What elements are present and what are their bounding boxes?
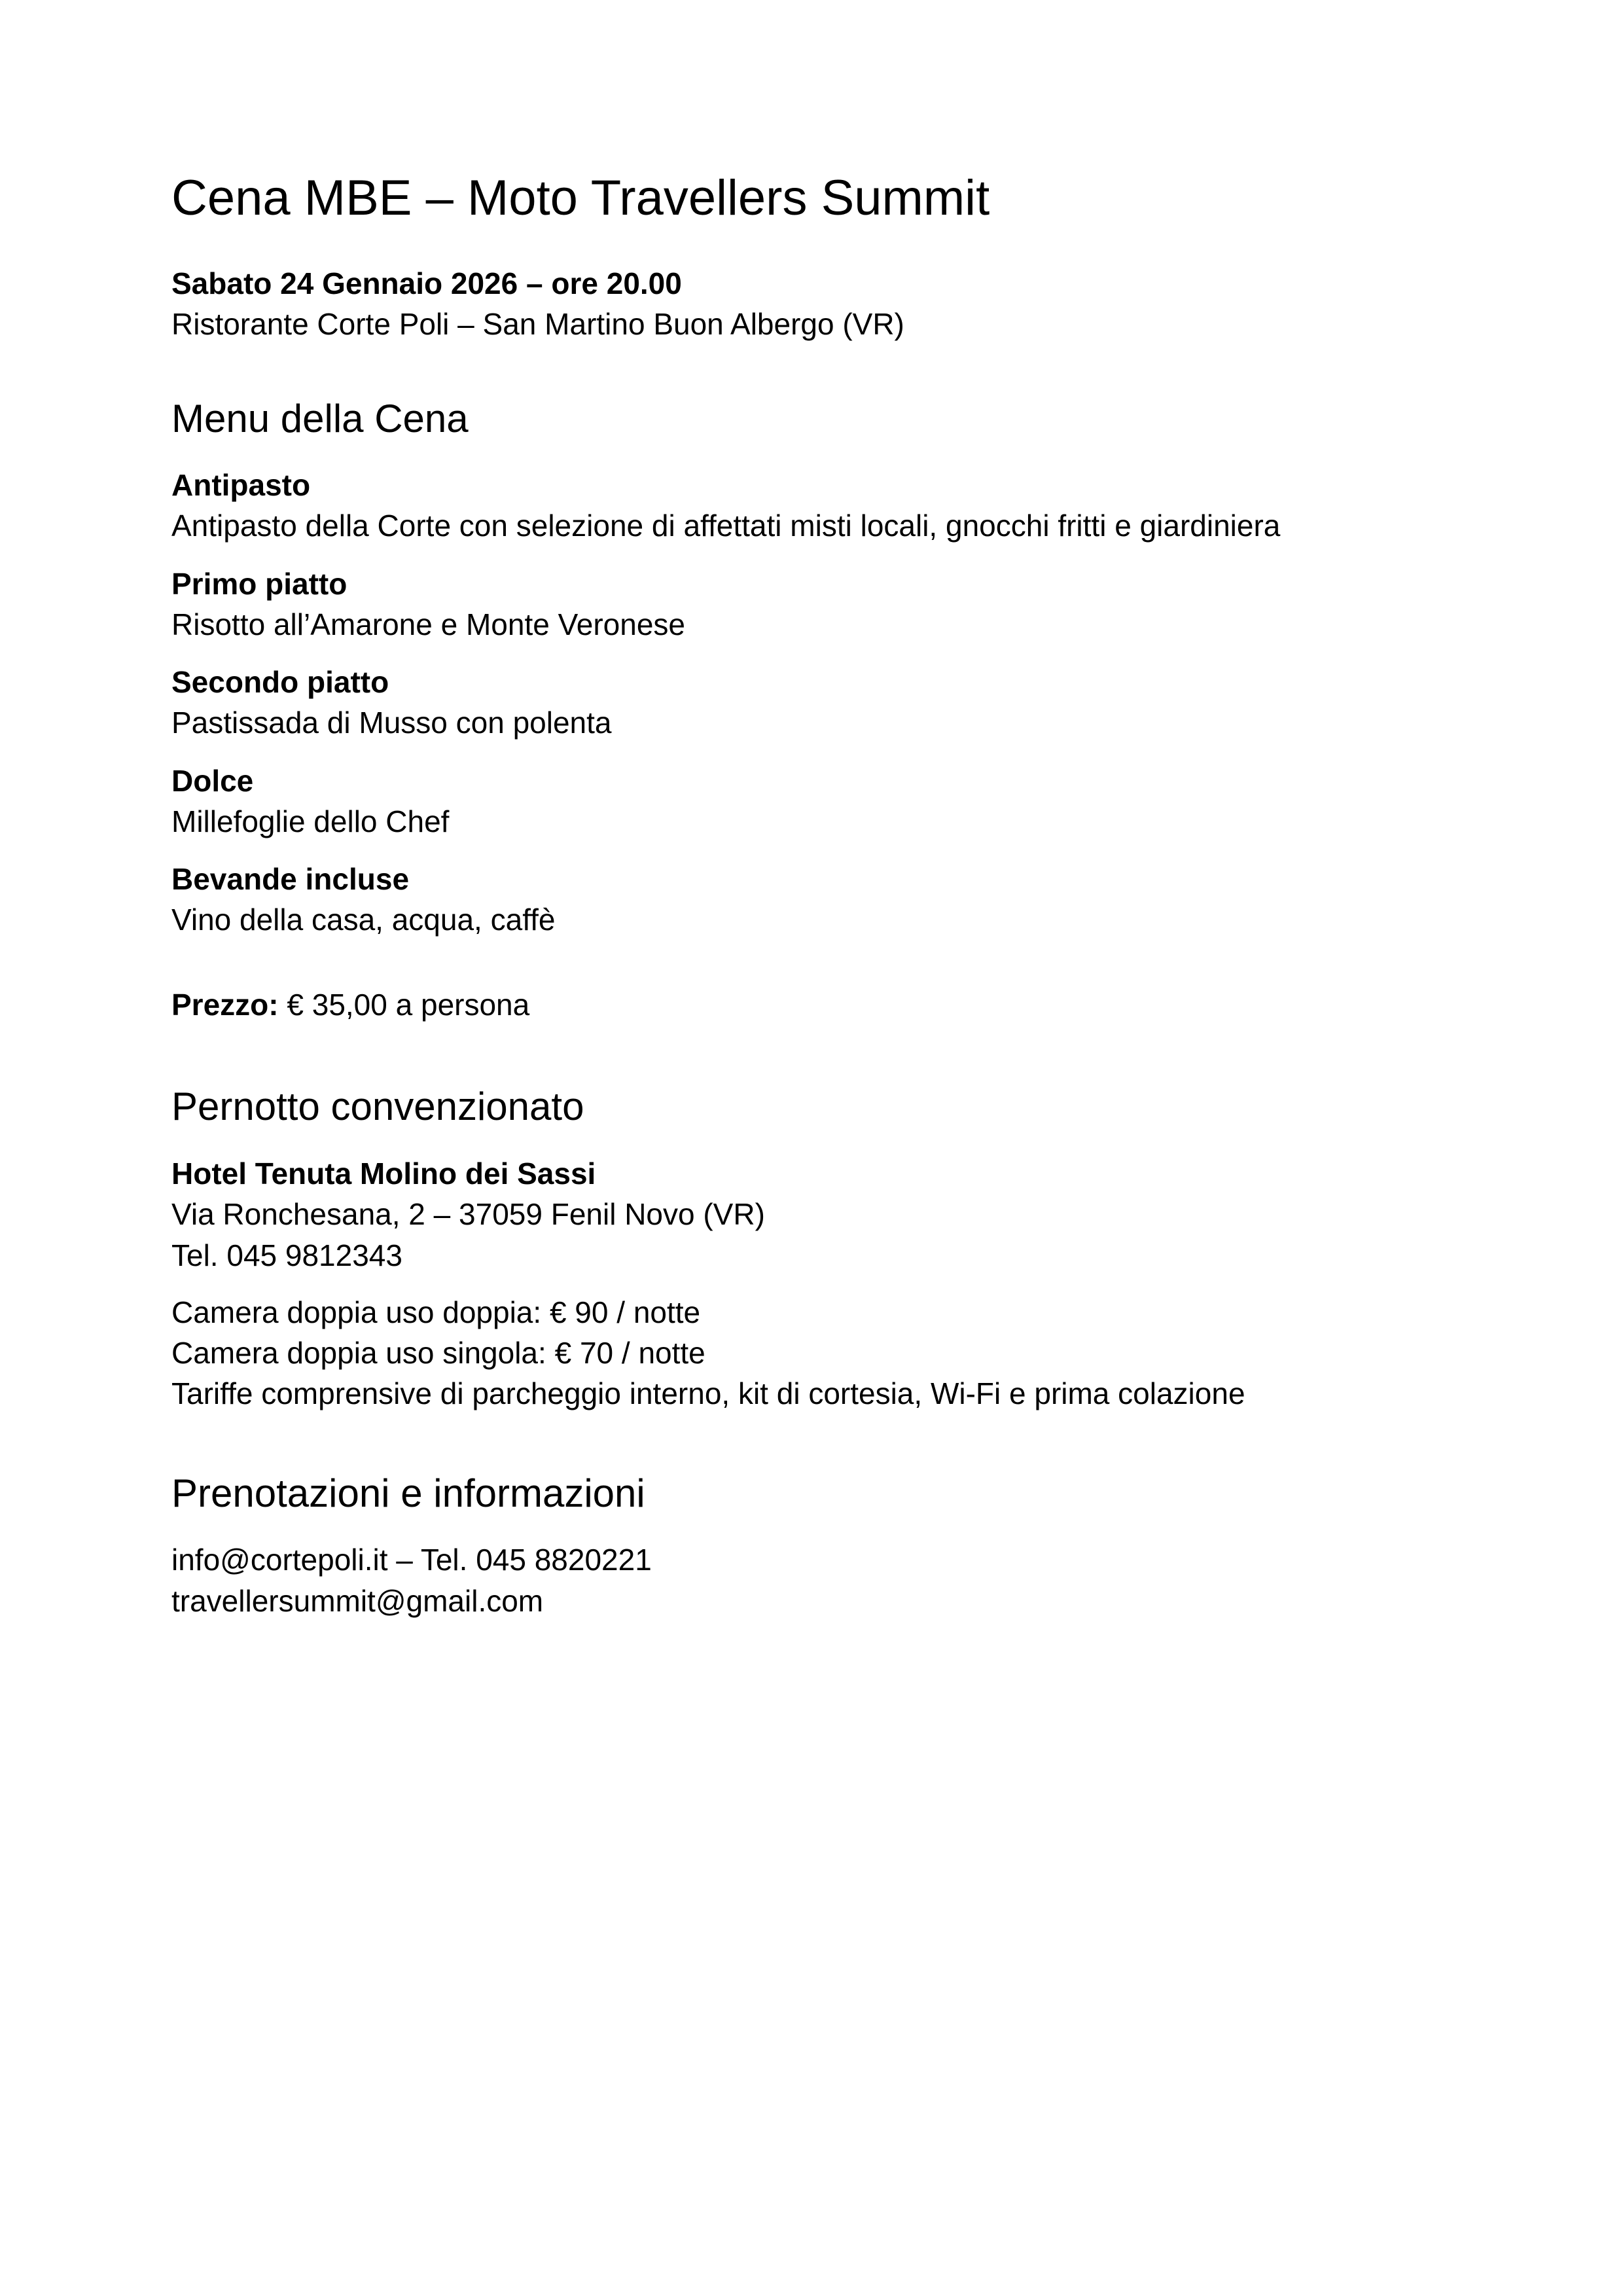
hotel-address: Via Ronchesana, 2 – 37059 Fenil Novo (VR) <box>171 1197 765 1231</box>
event-date-time: Sabato 24 Gennaio 2026 – ore 20.00 <box>171 266 682 300</box>
page-title: Cena MBE – Moto Travellers Summit <box>171 170 990 226</box>
course-description-secondo: Pastissada di Musso con polenta <box>171 706 612 740</box>
price-line <box>171 986 529 1023</box>
rate-single: Camera doppia uso singola: € 70 / notte <box>171 1336 705 1370</box>
event-venue: Ristorante Corte Poli – San Martino Buon Albergo (VR) <box>171 307 904 341</box>
price-label: Prezzo: <box>171 988 279 1022</box>
course-description-dolce: Millefoglie dello Chef <box>171 804 450 838</box>
hotel-name: Hotel Tenuta Molino dei Sassi <box>171 1157 596 1191</box>
bookings-email: travellersummit@gmail.com <box>171 1584 544 1618</box>
course-name-bevande: Bevande incluse <box>171 862 410 896</box>
course-description-bevande: Vino della casa, acqua, caffè <box>171 903 556 937</box>
price-value: € 35,00 a persona <box>287 988 530 1022</box>
course-name-primo: Primo piatto <box>171 567 348 601</box>
menu-heading: Menu della Cena <box>171 397 469 440</box>
course-description-primo: Risotto all’Amarone e Monte Veronese <box>171 607 685 641</box>
course-description-antipasto: Antipasto della Corte con selezione di affettati misti locali, gnocchi fritti e giardiniera <box>171 509 1281 543</box>
rates-note: Tariffe comprensive di parcheggio interno, kit di cortesia, Wi-Fi e prima colazione <box>171 1376 1245 1410</box>
course-name-antipasto: Antipasto <box>171 468 311 502</box>
hotel-heading: Pernotto convenzionato <box>171 1085 584 1128</box>
hotel-phone: Tel. 045 9812343 <box>171 1238 402 1272</box>
bookings-heading: Prenotazioni e informazioni <box>171 1471 645 1515</box>
course-name-secondo: Secondo piatto <box>171 665 389 699</box>
rate-double: Camera doppia uso doppia: € 90 / notte <box>171 1295 701 1329</box>
course-name-dolce: Dolce <box>171 764 254 798</box>
bookings-contact-line: info@cortepoli.it – Tel. 045 8820221 <box>171 1543 652 1577</box>
